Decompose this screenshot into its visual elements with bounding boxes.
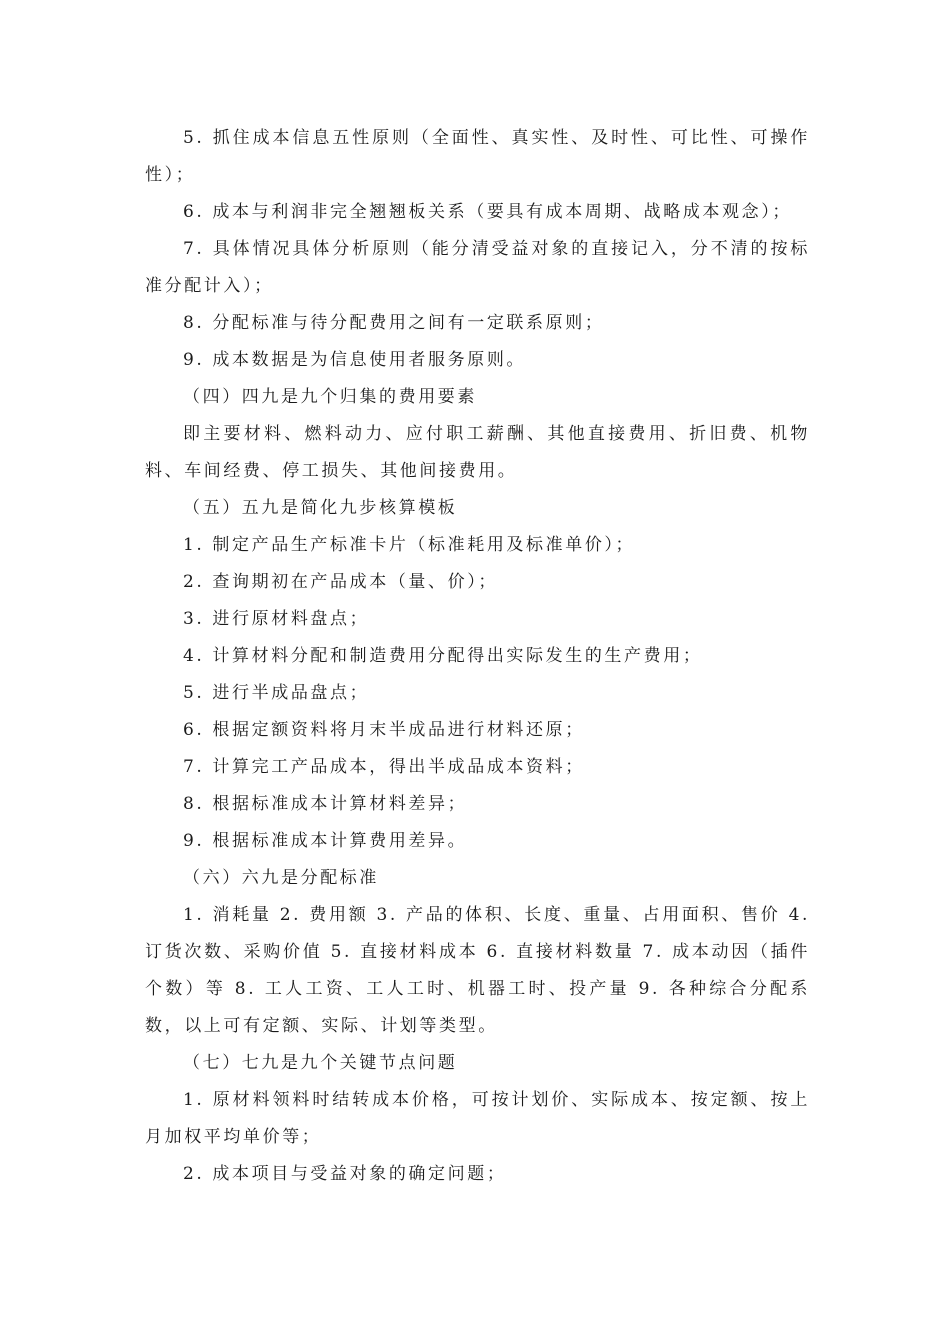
paragraph: 6. 成本与利润非完全翘翘板关系（要具有成本周期、战略成本观念）； — [183, 202, 792, 222]
paragraph: 5. 抓住成本信息五性原则（全面性、真实性、及时性、可比性、可操作性）； — [145, 128, 810, 185]
paragraph: 即主要材料、燃料动力、应付职工薪酬、其他直接费用、折旧费、机物料、车间经费、停工损失、其他间接费用。 — [145, 424, 810, 481]
paragraph: 9. 成本数据是为信息使用者服务原则。 — [183, 350, 527, 370]
paragraph: 2. 成本项目与受益对象的确定问题； — [183, 1164, 507, 1184]
section-heading: （四）四九是九个归集的费用要素 — [183, 387, 477, 407]
paragraph: 1. 原材料领料时结转成本价格，可按计划价、实际成本、按定额、按上月加权平均单价等； — [145, 1090, 810, 1147]
paragraph: 2. 查询期初在产品成本（量、价）； — [183, 572, 498, 592]
paragraph: 4. 计算材料分配和制造费用分配得出实际发生的生产费用； — [183, 646, 703, 666]
paragraph: 5. 进行半成品盘点； — [183, 683, 370, 703]
paragraph: 7. 具体情况具体分析原则（能分清受益对象的直接记入，分不清的按标准分配计入）； — [145, 239, 810, 296]
paragraph: 1. 制定产品生产标准卡片（标准耗用及标准单价）； — [183, 535, 636, 555]
paragraph: 6. 根据定额资料将月末半成品进行材料还原； — [183, 720, 585, 740]
section-heading: （六）六九是分配标准 — [183, 868, 379, 888]
paragraph: 8. 分配标准与待分配费用之间有一定联系原则； — [183, 313, 605, 333]
paragraph: 1. 消耗量 2. 费用额 3. 产品的体积、长度、重量、占用面积、售价 4. 订货次数、采购价值 5. 直接材料成本 6. 直接材料数量 7. 成本动因（插件个数）等 8. 工人工资、工人工时、机器工时、投产量 9. 各种综合分配系数，以上可有定额、实际、计划等类型。 — [145, 905, 810, 1036]
paragraph: 8. 根据标准成本计算材料差异； — [183, 794, 468, 814]
paragraph: 9. 根据标准成本计算费用差异。 — [183, 831, 468, 851]
section-heading: （七）七九是九个关键节点问题 — [183, 1053, 458, 1073]
paragraph: 3. 进行原材料盘点； — [183, 609, 370, 629]
section-heading: （五）五九是简化九步核算模板 — [183, 498, 458, 518]
paragraph: 7. 计算完工产品成本，得出半成品成本资料； — [183, 757, 585, 777]
